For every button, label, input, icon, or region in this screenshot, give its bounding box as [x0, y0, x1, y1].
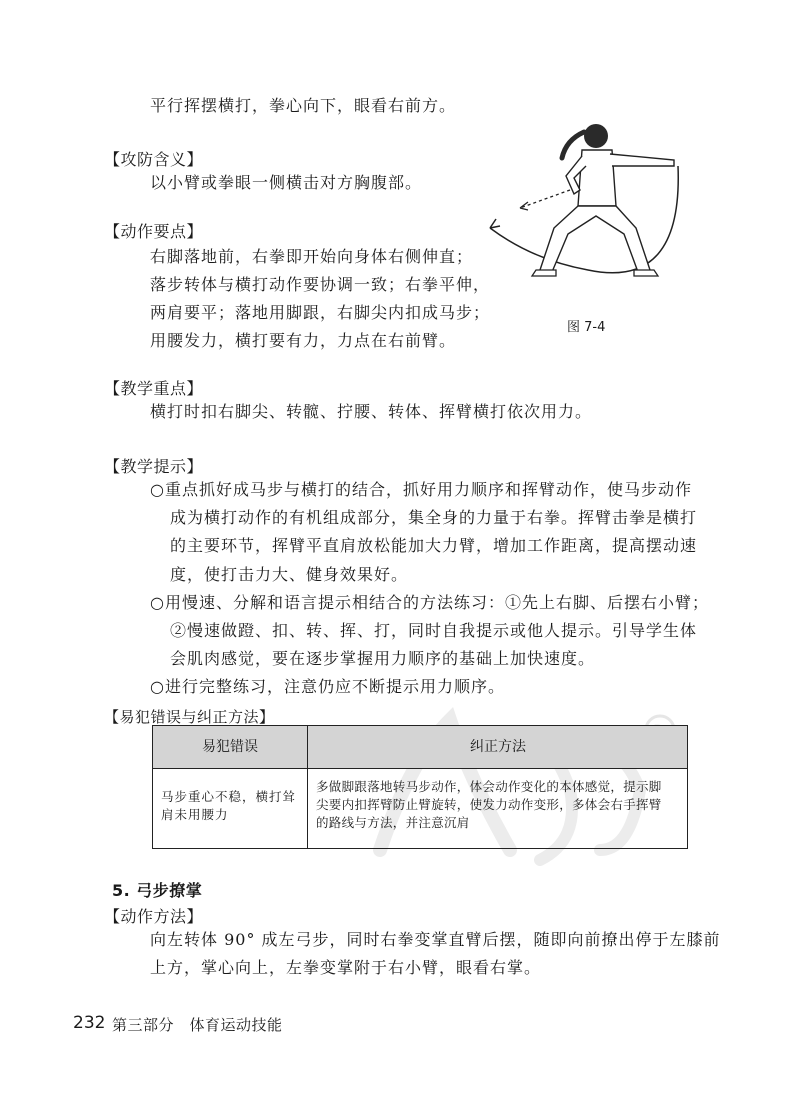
figure-caption: 图 7-4: [567, 320, 606, 335]
method-line: 上方，掌心向上，左拳变掌附于右小臂，眼看右掌。: [150, 958, 542, 977]
dashed-arrow: [520, 190, 570, 208]
tip-2-line: 会肌肉感觉，要在逐步掌握用力顺序的基础上加快速度。: [170, 649, 596, 669]
fix-cell: [316, 778, 682, 832]
errors-heading: 【易犯错误与纠正方法】: [104, 708, 275, 726]
error-cell: [161, 788, 301, 824]
intro-line: 平行挥摆横打，拳心向下，眼看右前方。: [150, 96, 457, 115]
col-header-fix: 纠正方法: [470, 739, 526, 755]
key-point-line: 右脚落地前，右拳即开始向身体右侧伸直；: [150, 247, 474, 266]
attack-text: 以小臂或拳眼一侧横击对方胸腹部。: [150, 173, 423, 192]
attack-heading: 【攻防含义】: [104, 150, 204, 169]
error-cell-line: 肩未用腰力: [161, 807, 229, 822]
footer-section-title: 第三部分 体育运动技能: [112, 1016, 283, 1034]
tip-2-line: ○用慢速、分解和语言提示相结合的方法练习：①先上右脚、后摆右小臂；: [150, 592, 709, 612]
fix-cell-line: 多做脚跟落地转马步动作，体会动作变化的本体感觉，提示脚: [316, 779, 662, 794]
tip-2-line: ②慢速做蹬、扣、转、挥、打，同时自我提示或他人提示。引导学生体: [170, 621, 698, 641]
errors-table: [152, 725, 688, 849]
section-5-title: 5. 弓步撩掌: [112, 881, 203, 900]
figure-martial-arts-illustration: [478, 110, 698, 310]
tip-1-line: 成为横打动作的有机组成部分，集全身的力量于右拳。挥臂击拳是横打: [170, 508, 698, 528]
method-text: [150, 926, 721, 982]
teaching-focus-heading: 【教学重点】: [104, 379, 204, 398]
error-cell-line: 马步重心不稳，横打耸: [161, 789, 297, 804]
key-points-heading: 【动作要点】: [104, 222, 204, 241]
tip-1-line: ○重点抓好成马步与横打的结合，抓好用力顺序和挥臂动作，使马步动作: [150, 480, 692, 499]
page-number: 232: [73, 1013, 106, 1033]
fix-cell-line: 的路线与方法，并注意沉肩: [316, 815, 470, 830]
key-point-line: 两肩要平；落地用脚跟，右脚尖内扣成马步；: [150, 303, 491, 322]
teaching-focus-text: 横打时扣右脚尖、转髋、拧腰、转体、挥臂横打依次用力。: [150, 402, 593, 421]
col-header-error: 易犯错误: [202, 739, 258, 755]
fix-cell-line: 尖要内扣挥臂防止臂旋转，使发力动作变形，多体会右手挥臂: [316, 797, 662, 812]
method-heading: 【动作方法】: [104, 907, 204, 926]
tip-1-line: 的主要环节，挥臂平直肩放松能加大力臂，增加工作距离，提高摆动速: [170, 536, 698, 556]
teaching-tips-heading: 【教学提示】: [104, 457, 204, 476]
method-line: 向左转体 90° 成左弓步，同时右拳变掌直臂后摆，随即向前撩出停于左膝前: [150, 930, 721, 949]
tip-1-line: 度，使打击力大、健身效果好。: [170, 564, 409, 584]
key-points-text: [150, 243, 490, 355]
key-point-line: 落步转体与横打动作要协调一致；右拳平伸，: [150, 275, 491, 294]
tip-3-line: ○进行完整练习，注意仍应不断提示用力顺序。: [150, 677, 505, 697]
teaching-tips-body: [150, 476, 709, 702]
key-point-line: 用腰发力，横打要有力，力点在右前臂。: [150, 331, 457, 350]
